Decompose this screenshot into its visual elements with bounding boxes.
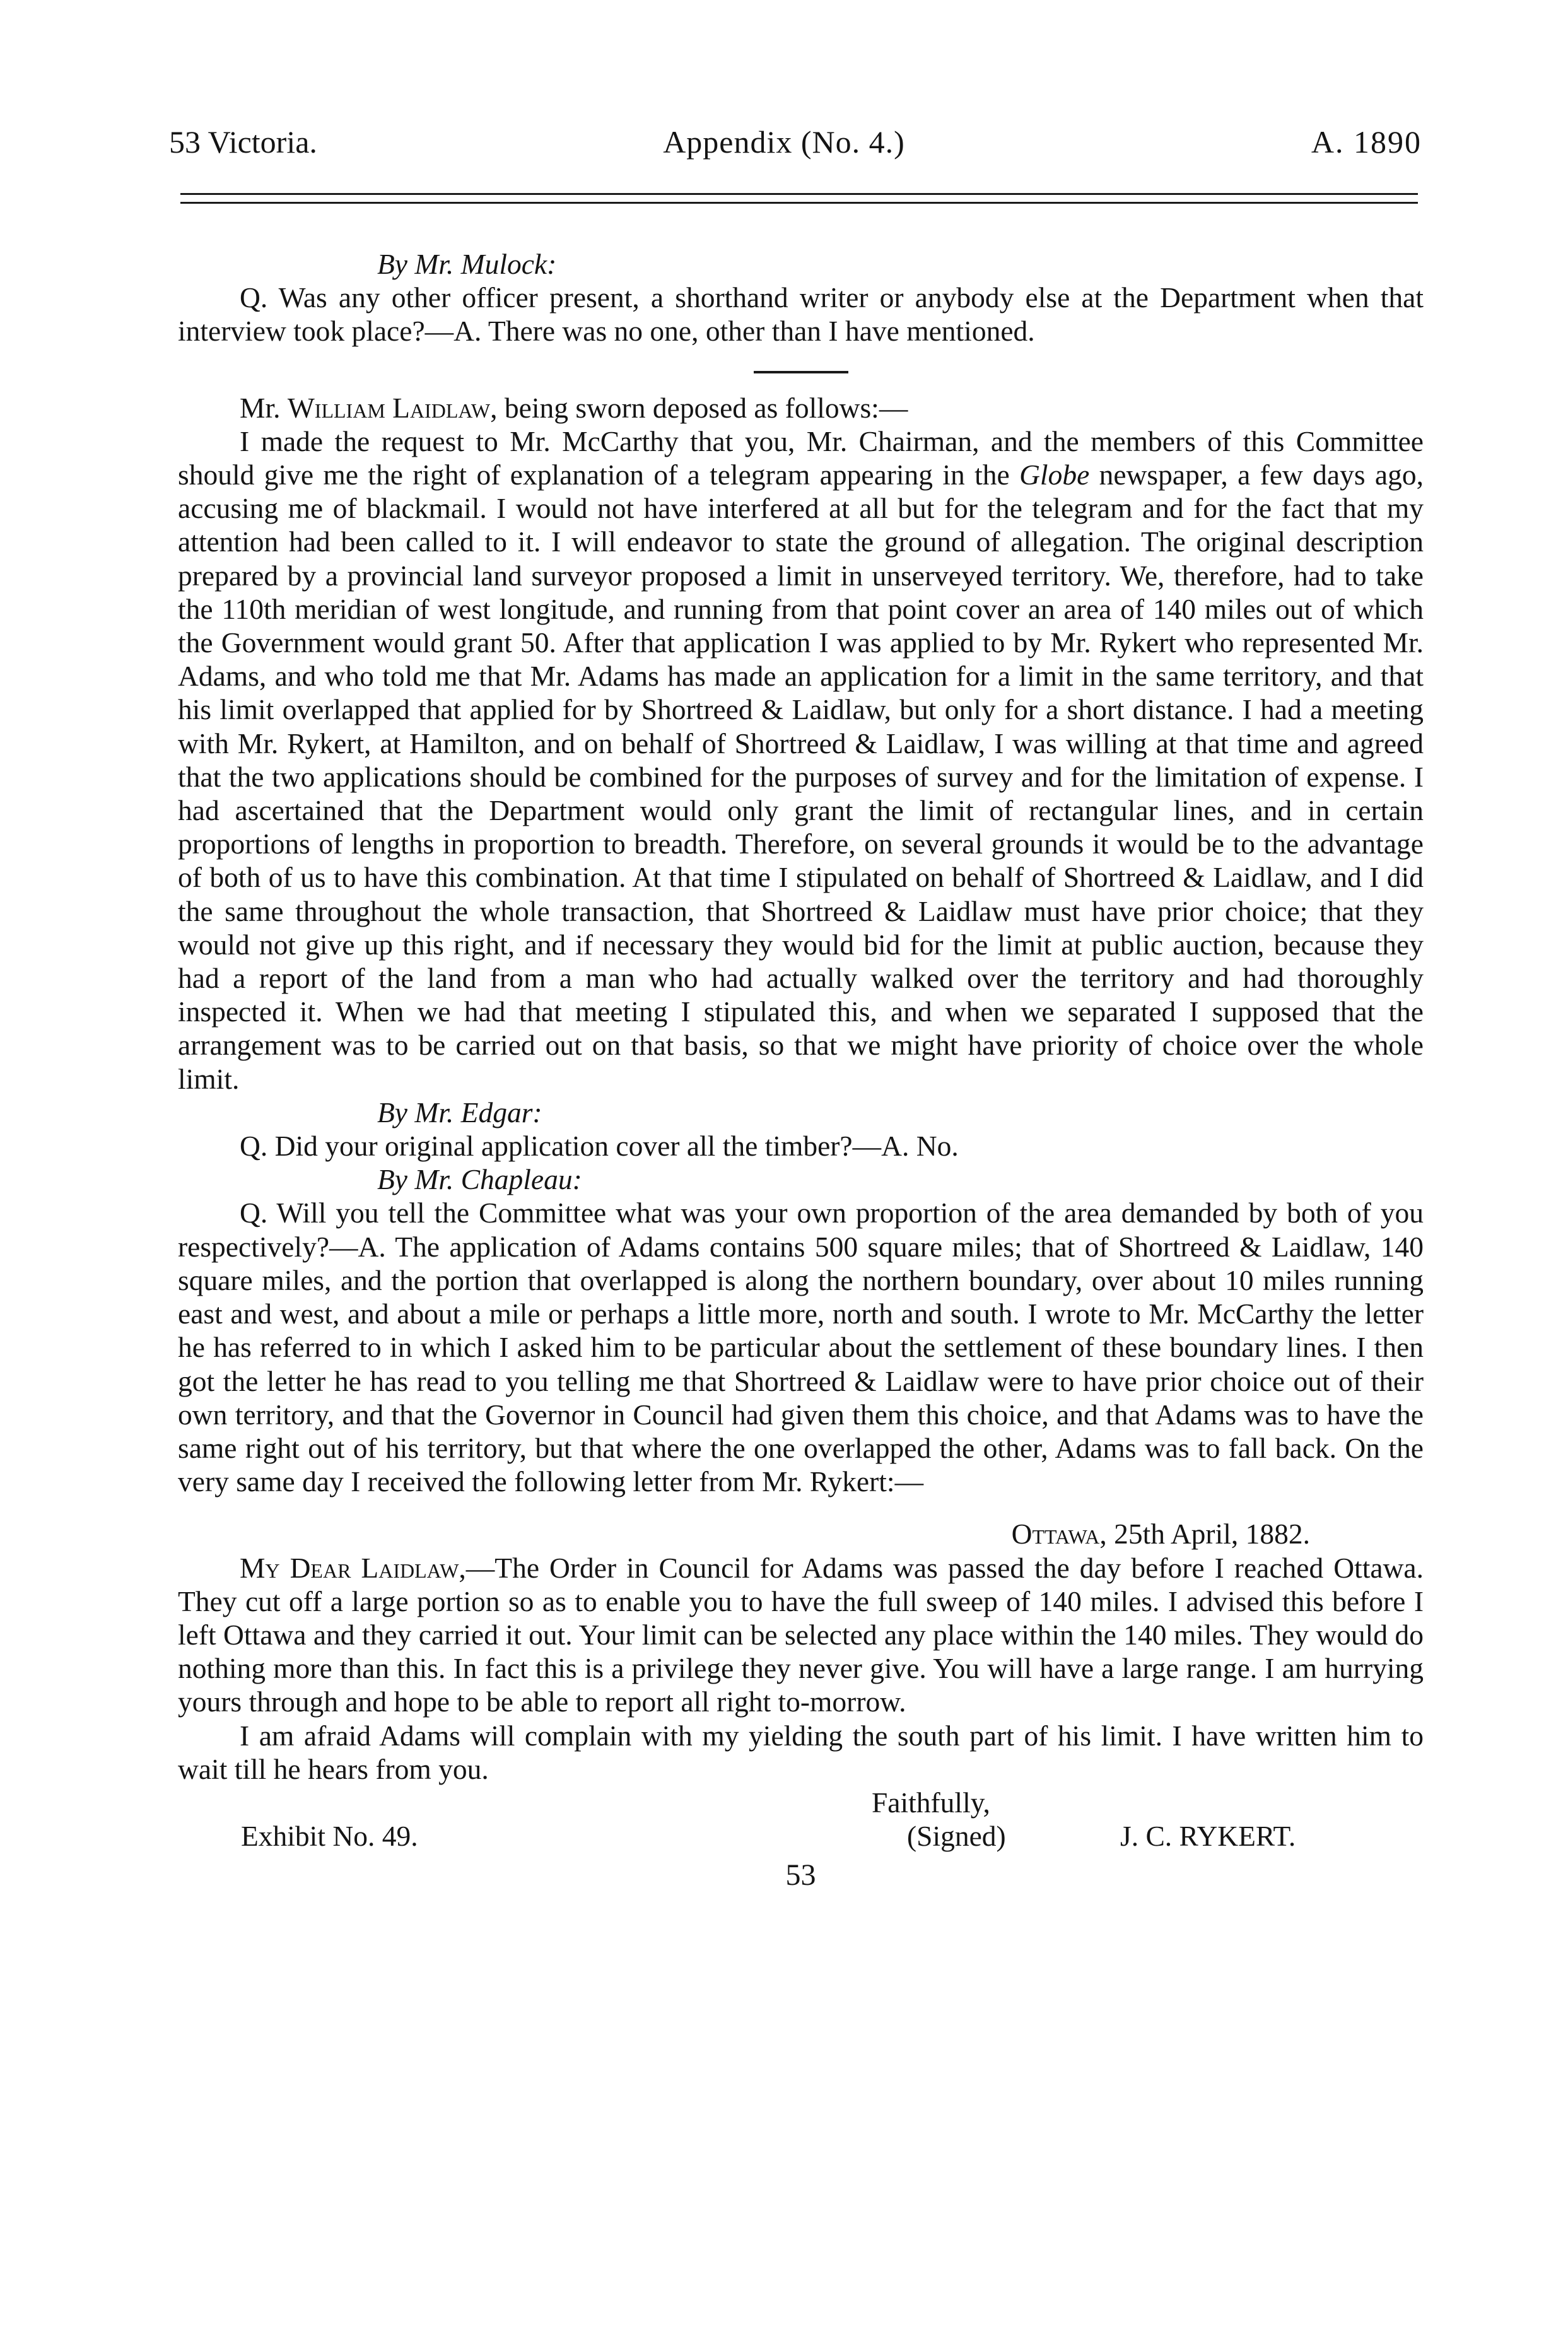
header-year: A. 1890 bbox=[1311, 124, 1422, 160]
section-separator bbox=[754, 371, 848, 373]
newspaper-title: Globe bbox=[1019, 459, 1090, 491]
letter-paragraph-1 bbox=[178, 1551, 1424, 1719]
dateline-place: Ottawa bbox=[1011, 1518, 1100, 1551]
letter-paragraph-2: I am afraid Adams will complain with my yielding the south part of his limit. I have written him to wait till he hears from you. bbox=[178, 1719, 1424, 1785]
signed-label: (Signed) bbox=[907, 1820, 1006, 1853]
signature-name: J. C. RYKERT. bbox=[1120, 1820, 1296, 1853]
header-session: 53 Victoria. bbox=[169, 124, 317, 160]
question-3: Q. Will you tell the Committee what was your own proportion of the area demanded by both of you respectively?—A. The application of Adams contains 500 square miles; that of Shortreed & Laidlaw, 140 square miles, and the portion that overlapped is along the northern boundary, over about 10 miles running east and west, and about a mile or perhaps a little more, north and south. I wrote to Mr. McCarthy the letter he has referred to in which I asked him to be particular about the settlement of these boundary lines. I then got the letter he has read to you telling me that Shortreed & Laidlaw were to have prior choice out of their own territory, and that the Governor in Council had given them this choice, and that Adams was to have the same right out of his territory, but that where the one overlapped the other, Adams was to fall back. On the very same day I received the following letter from Mr. Rykert:— bbox=[178, 1197, 1424, 1498]
witness-intro-rest: , being sworn deposed as follows:— bbox=[490, 391, 908, 424]
letter-closing: Faithfully, bbox=[872, 1786, 990, 1819]
letter-para1-text: ,—The Order in Council for Adams was passed the day before I reached Ottawa. They cut off a large portion so as to enable you to have the full sweep of 140 miles. I advised this before I left Ottawa and they carried it out. Your limit can be selected any place within the 140 miles. They would do nothing more than this. In fact this is a privilege they never give. You will have a large range. I am hurrying yours through and hope to be able to report all right to-morrow. bbox=[178, 1551, 1424, 1718]
witness-name: William Laidlaw bbox=[287, 391, 491, 424]
spacer bbox=[178, 1498, 1424, 1517]
byline-chapleau: By Mr. Chapleau: bbox=[377, 1163, 582, 1196]
header-appendix: Appendix (No. 4.) bbox=[663, 124, 905, 160]
question-1: Q. Was any other officer present, a shorthand writer or anybody else at the Department when that interview took place?—A. There was no one, other than I have mentioned. bbox=[178, 281, 1424, 348]
exhibit-label: Exhibit No. 49. bbox=[241, 1820, 418, 1853]
page-number: 53 bbox=[785, 1858, 816, 1892]
header-rule-bottom bbox=[180, 202, 1418, 204]
running-header bbox=[0, 124, 1568, 174]
byline-mulock: By Mr. Mulock: bbox=[377, 248, 557, 280]
testimony-paragraph bbox=[178, 425, 1424, 1096]
witness-intro bbox=[178, 391, 1424, 425]
exhibit-signature-line bbox=[178, 1819, 1424, 1892]
question-2: Q. Did your original application cover all the timber?—A. No. bbox=[240, 1130, 959, 1163]
byline-edgar: By Mr. Edgar: bbox=[377, 1096, 542, 1128]
testimony-before: I made the request to Mr. McCarthy that you, Mr. Chairman, and the members of this Committee should give me the right of explanation of a telegram appearing in the bbox=[178, 425, 1424, 491]
dateline-date: , 25th April, 1882. bbox=[1099, 1518, 1310, 1551]
testimony-after: newspaper, a few days ago, accusing me of blackmail. I would not have interfered at all but for the telegram and for the fact that my attention had been called to it. I will endeavor to state the ground of allegation. The original description prepared by a provincial land surveyor proposed a limit in unserveyed territory. We, therefore, had to take the 110th meridian of west longitude, and running from that point cover an area of 140 miles out of which the Government would grant 50. After that application I was applied to by Mr. Rykert who represented Mr. Adams, and who told me that Mr. Adams has made an application for a limit in the same territory, and that his limit overlapped that applied for by Shortreed & Laidlaw, but only for a short distance. I had a meeting with Mr. Rykert, at Hamilton, and on behalf of Shortreed & Laidlaw, I was willing at that time and agreed that the two applications should be combined for the purposes of survey and for the limitation of expense. I had ascertained that the Department would only grant the limit of rectangular lines, and in certain proportions of lengths in proportion to breadth. Therefore, on several grounds it would be to the advantage of both of us to have this combination. At that time I stipulated on behalf of Shortreed & Laidlaw, and I did the same throughout the whole transaction, that Shortreed & Laidlaw must have prior choice; that they would not give up this right, and if necessary they would bid for the limit at public auction, because they had a report of the land from a man who had actually walked over the territory and had thoroughly inspected it. When we had that meeting I stipulated this, and when we separated I supposed that the arrangement was to be carried out on that basis, so that we might have priority of choice over the whole limit. bbox=[178, 459, 1424, 1095]
witness-mr: Mr. bbox=[240, 391, 288, 424]
letter-dateline bbox=[178, 1517, 1424, 1551]
letter-salutation: My Dear Laidlaw bbox=[240, 1551, 459, 1584]
document-body bbox=[178, 247, 1424, 1892]
header-rule-top bbox=[180, 193, 1418, 195]
